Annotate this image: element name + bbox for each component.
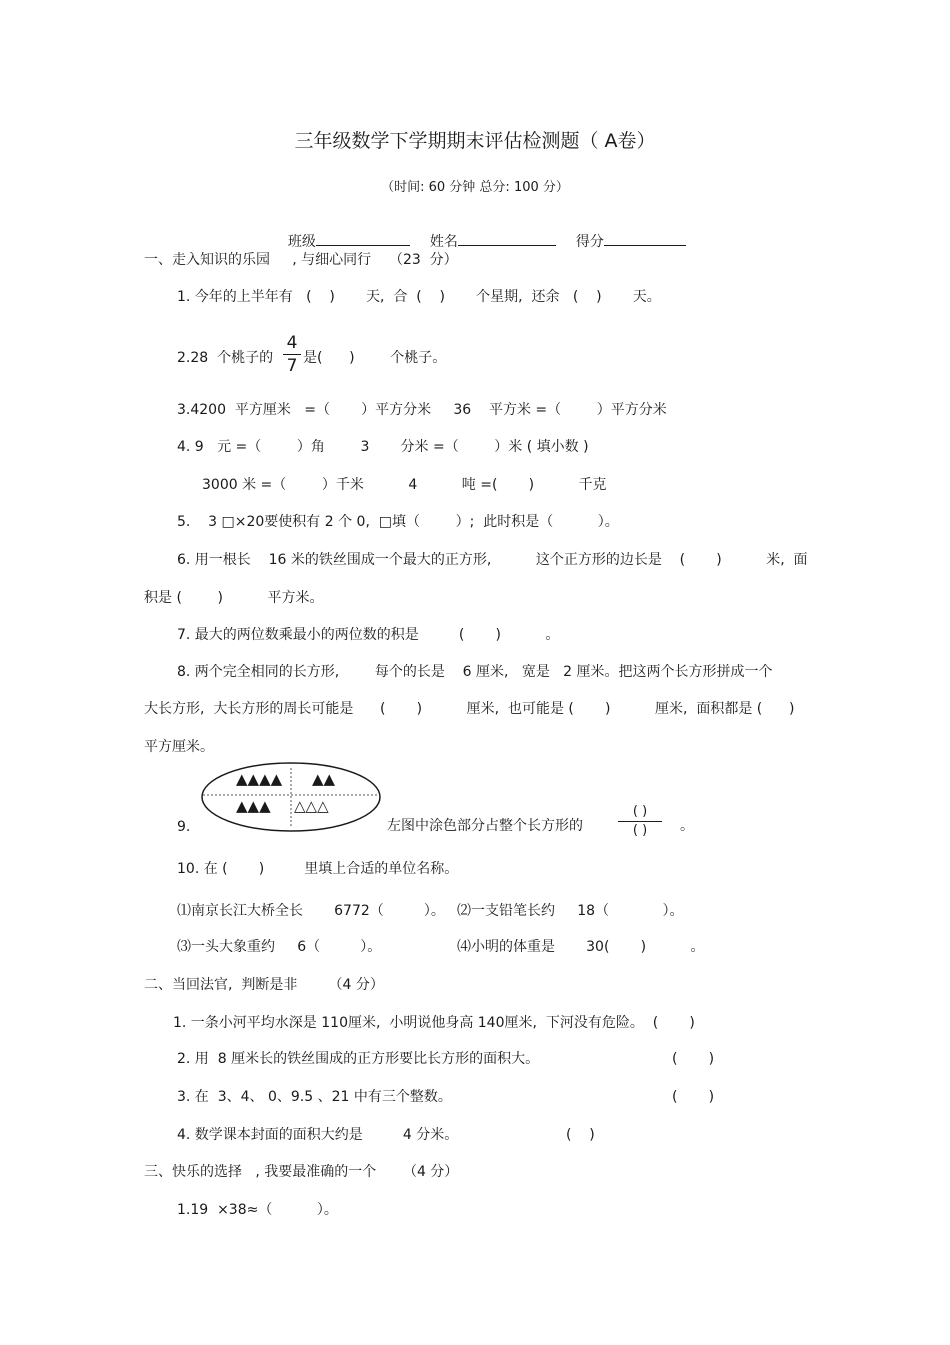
exam-subtitle: （时间: 60 分钟 总分: 100 分）: [381, 180, 569, 195]
score-blank[interactable]: [604, 231, 686, 246]
question-1-6b: 积是 ( ) 平方米。: [144, 590, 324, 606]
answer-fraction-bottom[interactable]: ( ): [632, 823, 648, 838]
question-1-10: 10. 在 ( ) 里填上合适的单位名称。: [177, 861, 459, 877]
fraction-four-sevenths: [283, 333, 301, 376]
answer-paren-2-4[interactable]: ( ): [566, 1127, 595, 1143]
question-1-10-2: ⑵一支铅笔长约 18（ ）。: [457, 903, 684, 919]
question-1-8b: 大长方形, 大长方形的周长可能是 ( ) 厘米, 也可能是 ( ) 厘米, 面积都是 ( ): [144, 701, 795, 717]
answer-paren-2-3[interactable]: ( ): [672, 1089, 715, 1105]
fraction-numerator: 4: [286, 333, 298, 353]
filled-triangles-top-left: ▲▲▲▲: [236, 770, 283, 788]
question-1-10-3: ⑶一头大象重约 6（ ）。: [177, 939, 382, 955]
question-1-3: 3.4200 平方厘米 =（ ）平方分米 36 平方米 =（ ）平方分米: [177, 402, 667, 418]
filled-triangles-top-right: ▲▲: [312, 770, 336, 788]
section-3-heading: 三、快乐的选择 , 我要最准确的一个 （4 分）: [144, 1164, 459, 1180]
question-1-10-1: ⑴南京长江大桥全长 6772（ ）。: [177, 903, 445, 919]
filled-triangles-bottom-left: ▲▲▲: [236, 797, 271, 815]
hollow-triangles-bottom-right: △△△: [294, 797, 329, 815]
question-2-3: 3. 在 3、4、 0、9.5 、21 中有三个整数。: [177, 1089, 452, 1105]
question-3-1: 1.19 ×38≈（ ）。: [177, 1202, 338, 1218]
question-1-6a: 6. 用一根长 16 米的铁丝围成一个最大的正方形, 这个正方形的边长是 ( ) 米, 面: [177, 552, 808, 568]
name-label: 姓名: [429, 234, 458, 250]
score-label: 得分: [575, 234, 604, 250]
question-1-8a: 8. 两个完全相同的长方形, 每个的长是 6 厘米, 宽是 2 厘米。把这两个长方形拼成一个: [177, 664, 773, 680]
section-2-heading: 二、当回法官, 判断是非 （4 分）: [144, 977, 384, 993]
question-1-2-suffix: 是( ) 个桃子。: [303, 350, 447, 366]
question-2-1: 1. 一条小河平均水深是 110厘米, 小明说他身高 140厘米, 下河没有危险。 ( ): [173, 1015, 695, 1031]
triangle-figure: [199, 760, 383, 834]
info-row: [279, 213, 686, 251]
question-1-2-prefix: 2.28 个桃子的: [177, 350, 274, 366]
question-1-5: 5. 3 □×20要使积有 2 个 0, □填（ ）; 此时积是（ ）。: [177, 514, 619, 530]
question-1-10-4: ⑷小明的体重是 30( ) 。: [457, 939, 705, 955]
question-1-9-text: 左图中涂色部分占整个长方形的: [387, 818, 583, 834]
answer-fraction: [618, 804, 662, 839]
question-1-1: 1. 今年的上半年有 ( ) 天, 合 ( ) 个星期, 还余 ( ) 天。: [177, 289, 661, 305]
question-1-4b: 3000 米 =（ ）千米 4 吨 =( ) 千克: [202, 477, 607, 493]
name-blank[interactable]: [458, 231, 556, 246]
fraction-denominator: 7: [286, 356, 298, 376]
question-2-4: 4. 数学课本封面的面积大约是 4 分米。: [177, 1127, 459, 1143]
question-1-9-end: 。: [680, 818, 694, 834]
question-1-8c: 平方厘米。: [144, 739, 214, 755]
answer-paren-2-2[interactable]: ( ): [672, 1051, 715, 1067]
question-2-2: 2. 用 8 厘米长的铁丝围成的正方形要比长方形的面积大。: [177, 1051, 540, 1067]
class-label: 班级: [287, 234, 316, 250]
class-blank[interactable]: [316, 231, 410, 246]
page-title: 三年级数学下学期期末评估检测题（ A卷）: [294, 130, 656, 152]
section-1-heading: 一、走入知识的乐园 , 与细心同行 （23 分）: [144, 252, 458, 268]
question-1-4a: 4. 9 元 =（ ）角 3 分米 =（ ）米 ( 填小数 ): [177, 439, 589, 455]
question-1-7: 7. 最大的两位数乘最小的两位数的积是 ( ) 。: [177, 627, 560, 643]
answer-fraction-top[interactable]: ( ): [632, 804, 648, 819]
question-1-9-number: 9.: [177, 819, 191, 835]
